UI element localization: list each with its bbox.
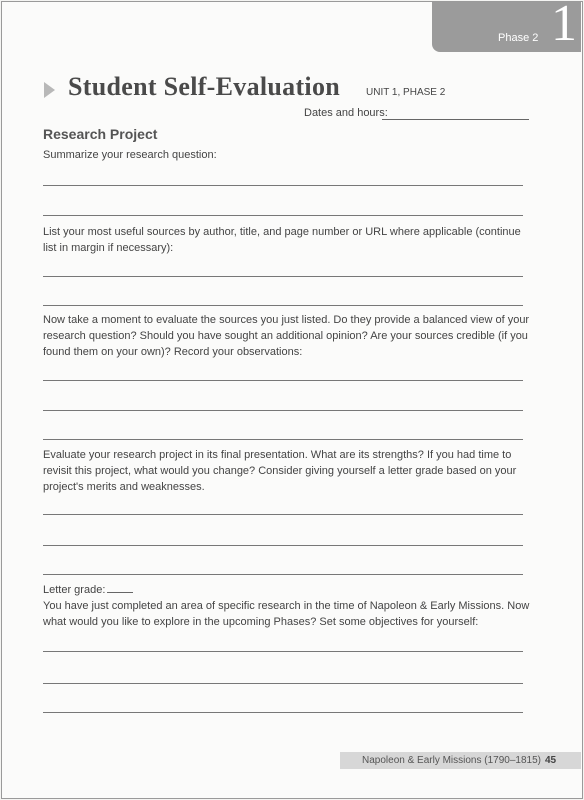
answer-line[interactable] (43, 514, 523, 515)
letter-grade-row (43, 582, 533, 598)
answer-line[interactable] (43, 215, 523, 216)
phase-tab-number: 1 (551, 0, 577, 52)
answer-line[interactable] (43, 410, 523, 411)
page-title: Student Self-Evaluation (68, 72, 341, 101)
answer-line[interactable] (43, 712, 523, 713)
answer-line[interactable] (43, 683, 523, 684)
prompt-evaluate-sources: Now take a moment to evaluate the sources you just listed. Do they provide a balanced view of your research question? Should you have sought an additional opinion? Are your sources credible (if you found them on your own)? Record your observations: (43, 314, 530, 358)
phase-tab-label: Phase 2 (498, 32, 539, 44)
footer-page-number: 45 (545, 755, 557, 766)
answer-line[interactable] (43, 545, 523, 546)
answer-line[interactable] (43, 574, 523, 575)
prompt-sources: List your most useful sources by author, title, and page number or URL where applicable (continue list in margin if necessary): (43, 226, 521, 254)
dates-hours-field[interactable] (382, 119, 529, 120)
section-heading: Research Project (43, 126, 158, 142)
prompt-objectives: You have just completed an area of specific research in the time of Napoleon & Early Missions. Now what would you like to explore in the upcoming Phases? Set some objectives for yourself: (43, 600, 530, 628)
footer-text (362, 755, 556, 766)
answer-line[interactable] (43, 305, 523, 306)
letter-grade-field[interactable] (107, 592, 133, 593)
phase-tab (432, 2, 581, 52)
letter-grade-label: Letter grade: (43, 584, 106, 596)
answer-line[interactable] (43, 380, 523, 381)
dates-hours-label: Dates and hours: (304, 107, 388, 119)
answer-line[interactable] (43, 651, 523, 652)
answer-line[interactable] (43, 185, 523, 186)
page-footer (340, 752, 581, 769)
worksheet-page (1, 1, 583, 799)
answer-line[interactable] (43, 276, 523, 277)
prompt-research-question: Summarize your research question: (43, 149, 217, 161)
title-arrow-icon (44, 82, 55, 98)
unit-phase-subtitle: UNIT 1, PHASE 2 (366, 87, 446, 98)
footer-book-title: Napoleon & Early Missions (1790–1815) (362, 755, 541, 766)
answer-line[interactable] (43, 439, 523, 440)
prompt-evaluate-project: Evaluate your research project in its final presentation. What are its strengths? If you had time to revisit this project, what would you change? Consider giving yourself a letter grade based on your project's merits and weaknesses. (43, 449, 517, 493)
